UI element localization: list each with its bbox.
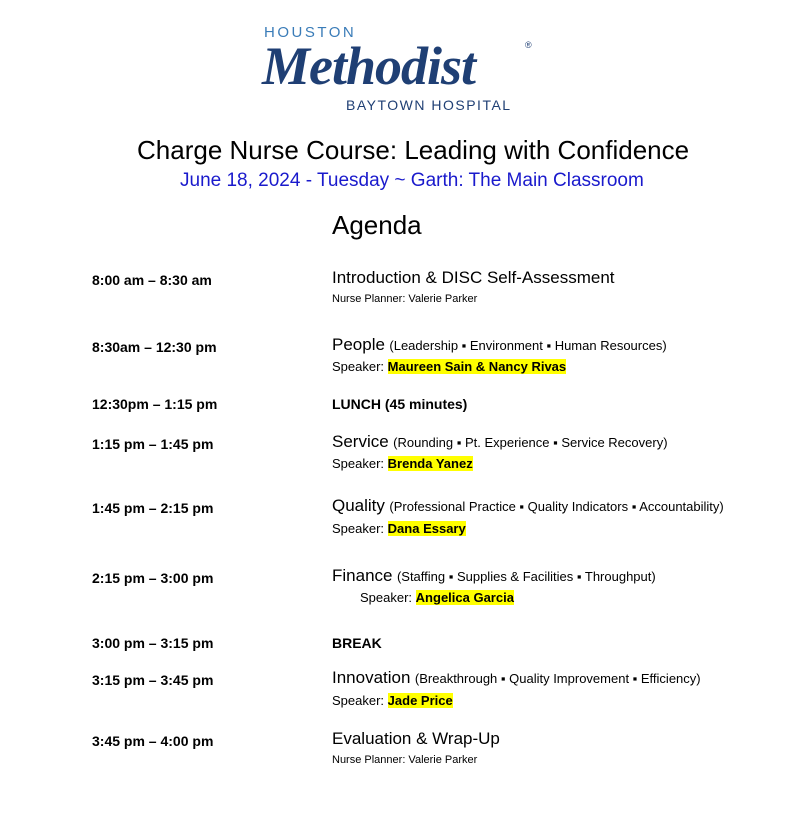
agenda-item-name: People bbox=[332, 335, 385, 354]
agenda-item-desc: (Breakthrough ▪ Quality Improvement ▪ Efficiency) bbox=[414, 671, 701, 686]
logo-sub-text: BAYTOWN HOSPITAL bbox=[346, 97, 512, 113]
agenda-time: 3:00 pm – 3:15 pm bbox=[92, 635, 214, 651]
speaker-label: Speaker: bbox=[332, 456, 385, 471]
speaker-label: Speaker: bbox=[332, 359, 385, 374]
agenda-speaker bbox=[332, 456, 473, 471]
agenda-item bbox=[332, 396, 467, 414]
agenda-item-name: Service bbox=[332, 432, 389, 451]
speaker-name: Maureen Sain & Nancy Rivas bbox=[387, 359, 567, 374]
agenda-item-desc: (Staffing ▪ Supplies & Facilities ▪ Throughput) bbox=[396, 569, 656, 584]
agenda-item-name: Innovation bbox=[332, 668, 411, 687]
agenda-time: 12:30pm – 1:15 pm bbox=[92, 396, 218, 412]
agenda-item bbox=[332, 566, 656, 586]
speaker-name: Brenda Yanez bbox=[387, 456, 473, 471]
agenda-item bbox=[332, 432, 668, 452]
agenda-item-name: BREAK bbox=[332, 635, 382, 651]
agenda-speaker bbox=[332, 693, 453, 708]
speaker-name: Angelica Garcia bbox=[415, 590, 514, 605]
agenda-speaker bbox=[360, 590, 514, 605]
agenda-item-desc: (Leadership ▪ Environment ▪ Human Resources) bbox=[389, 338, 667, 353]
agenda-item-desc: (Professional Practice ▪ Quality Indicators ▪ Accountability) bbox=[389, 499, 724, 514]
hospital-logo bbox=[262, 24, 534, 112]
speaker-name: Dana Essary bbox=[387, 521, 466, 536]
agenda-time: 3:45 pm – 4:00 pm bbox=[92, 733, 214, 749]
agenda-item bbox=[332, 729, 500, 749]
agenda-item-name: Quality bbox=[332, 496, 385, 515]
page-title: Charge Nurse Course: Leading with Confidence bbox=[137, 135, 690, 165]
agenda-item-name: Finance bbox=[332, 566, 393, 585]
agenda-time: 8:30am – 12:30 pm bbox=[92, 339, 217, 355]
agenda-item-name: Introduction & DISC Self-Assessment bbox=[332, 268, 615, 287]
agenda-time: 1:15 pm – 1:45 pm bbox=[92, 436, 214, 452]
agenda-item-desc: (Rounding ▪ Pt. Experience ▪ Service Recovery) bbox=[393, 435, 668, 450]
agenda-item bbox=[332, 668, 701, 688]
agenda-item bbox=[332, 268, 615, 288]
page-subtitle: June 18, 2024 - Tuesday ~ Garth: The Main Classroom bbox=[180, 170, 644, 191]
agenda-time: 8:00 am – 8:30 am bbox=[92, 272, 212, 288]
agenda-speaker bbox=[332, 359, 566, 374]
speaker-name: Jade Price bbox=[387, 693, 453, 708]
agenda-item bbox=[332, 635, 382, 653]
agenda-item bbox=[332, 496, 724, 516]
speaker-label: Speaker: bbox=[360, 590, 413, 605]
speaker-label: Speaker: bbox=[332, 521, 385, 536]
logo-registered-mark: ® bbox=[525, 40, 532, 50]
logo-top-text: HOUSTON bbox=[264, 24, 357, 41]
agenda-planner: Nurse Planner: Valerie Parker bbox=[332, 293, 478, 305]
agenda-planner: Nurse Planner: Valerie Parker bbox=[332, 754, 478, 766]
agenda-item-name: Evaluation & Wrap-Up bbox=[332, 729, 500, 748]
agenda-time: 1:45 pm – 2:15 pm bbox=[92, 500, 214, 516]
agenda-time: 3:15 pm – 3:45 pm bbox=[92, 672, 214, 688]
agenda-item-name: LUNCH (45 minutes) bbox=[332, 396, 468, 412]
agenda-time: 2:15 pm – 3:00 pm bbox=[92, 570, 214, 586]
agenda-heading: Agenda bbox=[332, 210, 422, 240]
speaker-label: Speaker: bbox=[332, 693, 385, 708]
agenda-speaker bbox=[332, 521, 466, 536]
logo-brand-text: Methodist bbox=[262, 36, 476, 96]
agenda-item bbox=[332, 335, 667, 355]
